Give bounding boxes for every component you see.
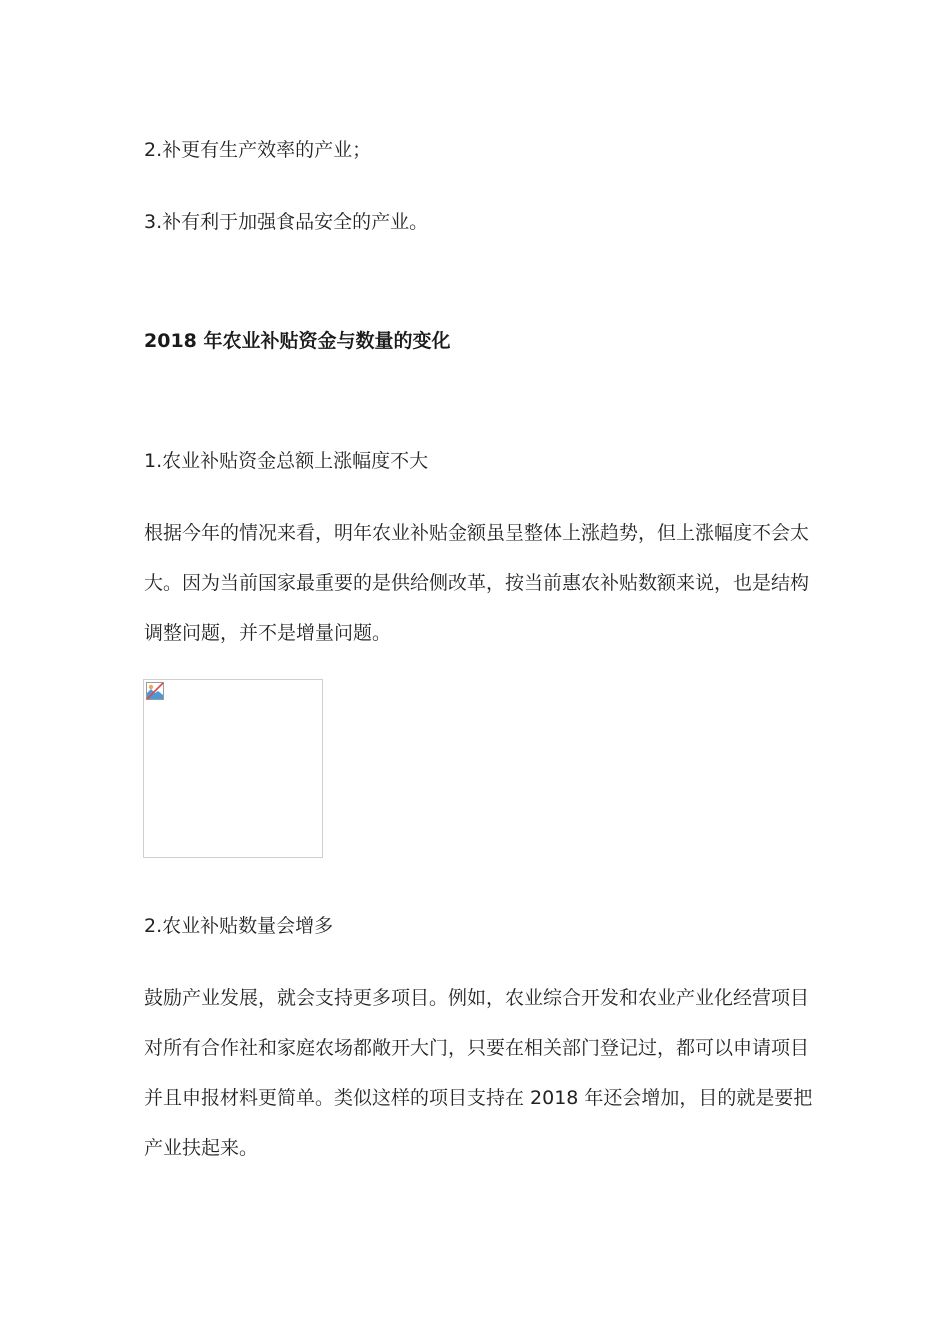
paragraph-line: 大。因为当前国家最重要的是供给侧改革，按当前惠农补贴数额来说，也是结构 <box>144 572 810 594</box>
point-2-paragraph <box>144 973 814 1173</box>
point-2-title: 2.农业补贴数量会增多 <box>144 915 334 937</box>
paragraph-line: 调整问题，并不是增量问题。 <box>144 622 392 644</box>
section-heading: 2018 年农业补贴资金与数量的变化 <box>144 330 451 352</box>
list-item-supplement-3: 3.补有利于加强食品安全的产业。 <box>144 211 429 233</box>
list-item-supplement-2: 2.补更有生产效率的产业； <box>144 139 372 161</box>
paragraph-line: 对所有合作社和家庭农场都敞开大门，只要在相关部门登记过，都可以申请项目 <box>144 1037 810 1059</box>
paragraph-line: 根据今年的情况来看，明年农业补贴金额虽呈整体上涨趋势，但上涨幅度不会太 <box>144 522 810 544</box>
paragraph-line: 产业扶起来。 <box>144 1137 259 1159</box>
point-1-title: 1.农业补贴资金总额上涨幅度不大 <box>144 450 429 472</box>
paragraph-line: 鼓励产业发展，就会支持更多项目。例如，农业综合开发和农业产业化经营项目 <box>144 987 810 1009</box>
broken-image-icon <box>146 682 164 700</box>
point-1-paragraph <box>144 508 814 658</box>
paragraph-line: 并且申报材料更简单。类似这样的项目支持在 2018 年还会增加，目的就是要把 <box>144 1087 813 1109</box>
image-placeholder <box>143 679 323 858</box>
